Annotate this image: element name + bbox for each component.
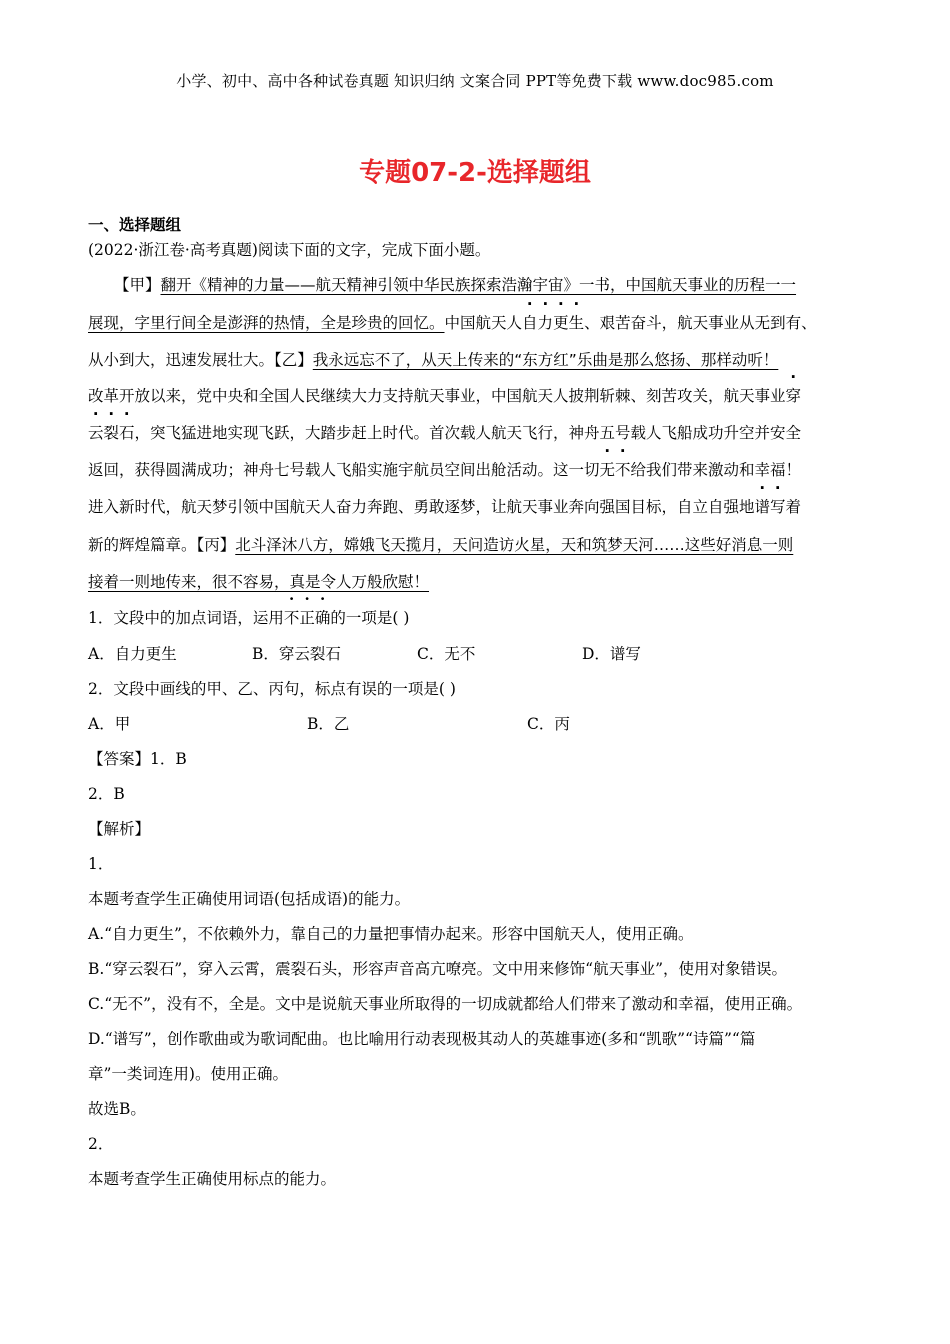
- analysis-number-2: 2．: [88, 1135, 114, 1153]
- section-heading: 一、选择题组: [88, 216, 182, 234]
- passage-line-3: 从小到大，迅速发展壮大。【乙】我永远忘不了，从天上传来的“东方红”乐曲是那么悠扬、那样动听！: [88, 351, 779, 369]
- passage-line-8: [88, 533, 793, 555]
- dotted-word-puxie: 谱写: [754, 498, 786, 516]
- analysis-conclusion: 故选B。: [88, 1100, 146, 1118]
- passage-line-5: 云裂石，突飞猛进地实现飞跃，大踏步赶上时代。首次载人航天飞行，神舟五号载人飞船成功升空并安全: [88, 424, 802, 442]
- page-title: 专题07-2-选择题组: [359, 158, 591, 188]
- dotted-word-chuan: 穿: [785, 387, 802, 405]
- passage-line-1: [114, 273, 796, 295]
- passage-line-6: 返回，获得圆满成功；神舟七号载人飞船实施宇航员空间出舱活动。这一切无不给我们带来激动和幸福！: [88, 461, 802, 479]
- question-2-stem: 2．文段中画线的甲、乙、丙句，标点有误的一项是( ): [88, 680, 456, 698]
- dotted-word-yunlieshi: 云裂石: [88, 424, 135, 442]
- q1-option-c: C．无不: [417, 645, 476, 663]
- analysis-text: B.“穿云裂石”，穿入云霄，震裂石头，形容声音高亢嘹亮。文中用来修饰“航天事业”，使用对象错误。: [88, 960, 788, 978]
- q1-option-a: A．自力更生: [88, 645, 177, 663]
- underlined-sentence-yi: 我永远忘不了，从天上传来的“东方红”乐曲是那么悠扬、那样动听！: [312, 351, 779, 369]
- question-source: (2022·浙江卷·高考真题)阅读下面的文字，完成下面小题。: [88, 241, 491, 259]
- dotted-word-zili: 自力更生: [522, 314, 585, 332]
- q2-option-b: B．乙: [307, 715, 350, 733]
- dotted-word-wubu: 无不: [599, 461, 631, 479]
- analysis-text: A.“自力更生”，不依赖外力，靠自己的力量把事情办起来。形容中国航天人，使用正确。: [88, 925, 694, 943]
- analysis-heading: 【解析】: [88, 820, 151, 838]
- page-header: 小学、初中、高中各种试卷真题 知识归纳 文案合同 PPT等免费下载 www.doc985.com: [176, 72, 774, 90]
- passage-line-9: [88, 570, 429, 592]
- analysis-text: 章”一类词连用)。使用正确。: [88, 1065, 288, 1083]
- q2-option-a: A．甲: [88, 715, 131, 733]
- analysis-text: C.“无不”，没有不，全是。文中是说航天事业所取得的一切成就都给人们带来了激动和幸福，使用正确。: [88, 995, 803, 1013]
- underlined-sentence-bing: 北斗泽沐八方，嫦娥飞天揽月，天问造访火星，天和筑梦天河……这些好消息一则: [235, 536, 794, 554]
- passage-line-4: 改革开放以来，党中央和全国人民继续大力支持航天事业，中国航天人披荆斩棘、刻苦攻关，航天事业穿: [88, 384, 801, 406]
- analysis-number-1: 1．: [88, 855, 114, 873]
- q1-option-d: D．谱写: [582, 645, 641, 663]
- passage-line-2: 展现，字里行间全是澎湃的热情，全是珍贵的回忆。中国航天人自力更生、艰苦奋斗，航天事业从无到有、: [88, 314, 817, 332]
- analysis-text: D.“谱写”，创作歌曲或为歌词配曲。也比喻用行动表现极其动人的英雄事迹(多和“凯歌”“诗篇”“篇: [88, 1030, 756, 1048]
- marker-jia: 【甲】: [114, 276, 161, 294]
- answer-line-2: 2．B: [88, 785, 125, 803]
- analysis-text: 本题考查学生正确使用词语(包括成语)的能力。: [88, 890, 411, 908]
- underlined-sentence-jia: 翻开《精神的力量——航天精神引领中华民族探索浩瀚宇宙》一书，中国航天事业的历程一一: [160, 276, 797, 294]
- passage-line-7: 进入新时代，航天梦引领中国航天人奋力奔跑、勇敢逐梦，让航天事业奔向强国目标，自立自强地谱写着: [88, 498, 802, 516]
- marker-bing: 新的辉煌篇章。【丙】: [88, 536, 236, 554]
- q1-option-b: B．穿云裂石: [252, 645, 341, 663]
- question-1-stem: 1．文段中的加点词语，运用不正确的一项是( ): [88, 609, 410, 627]
- underlined-sentence-jia-end: 展现，字里行间全是澎湃的热情，全是珍贵的回忆。: [88, 314, 445, 332]
- analysis-text: 本题考查学生正确使用标点的能力。: [88, 1170, 337, 1188]
- underlined-sentence-bing-end: 接着一则地传来，很不容易，真是令人万般欣慰！: [88, 573, 430, 591]
- answer-line-1: 【答案】1．B: [88, 750, 187, 768]
- q2-option-c: C．丙: [527, 715, 570, 733]
- dotted-word-bu-zhengque: 不正确: [283, 609, 331, 627]
